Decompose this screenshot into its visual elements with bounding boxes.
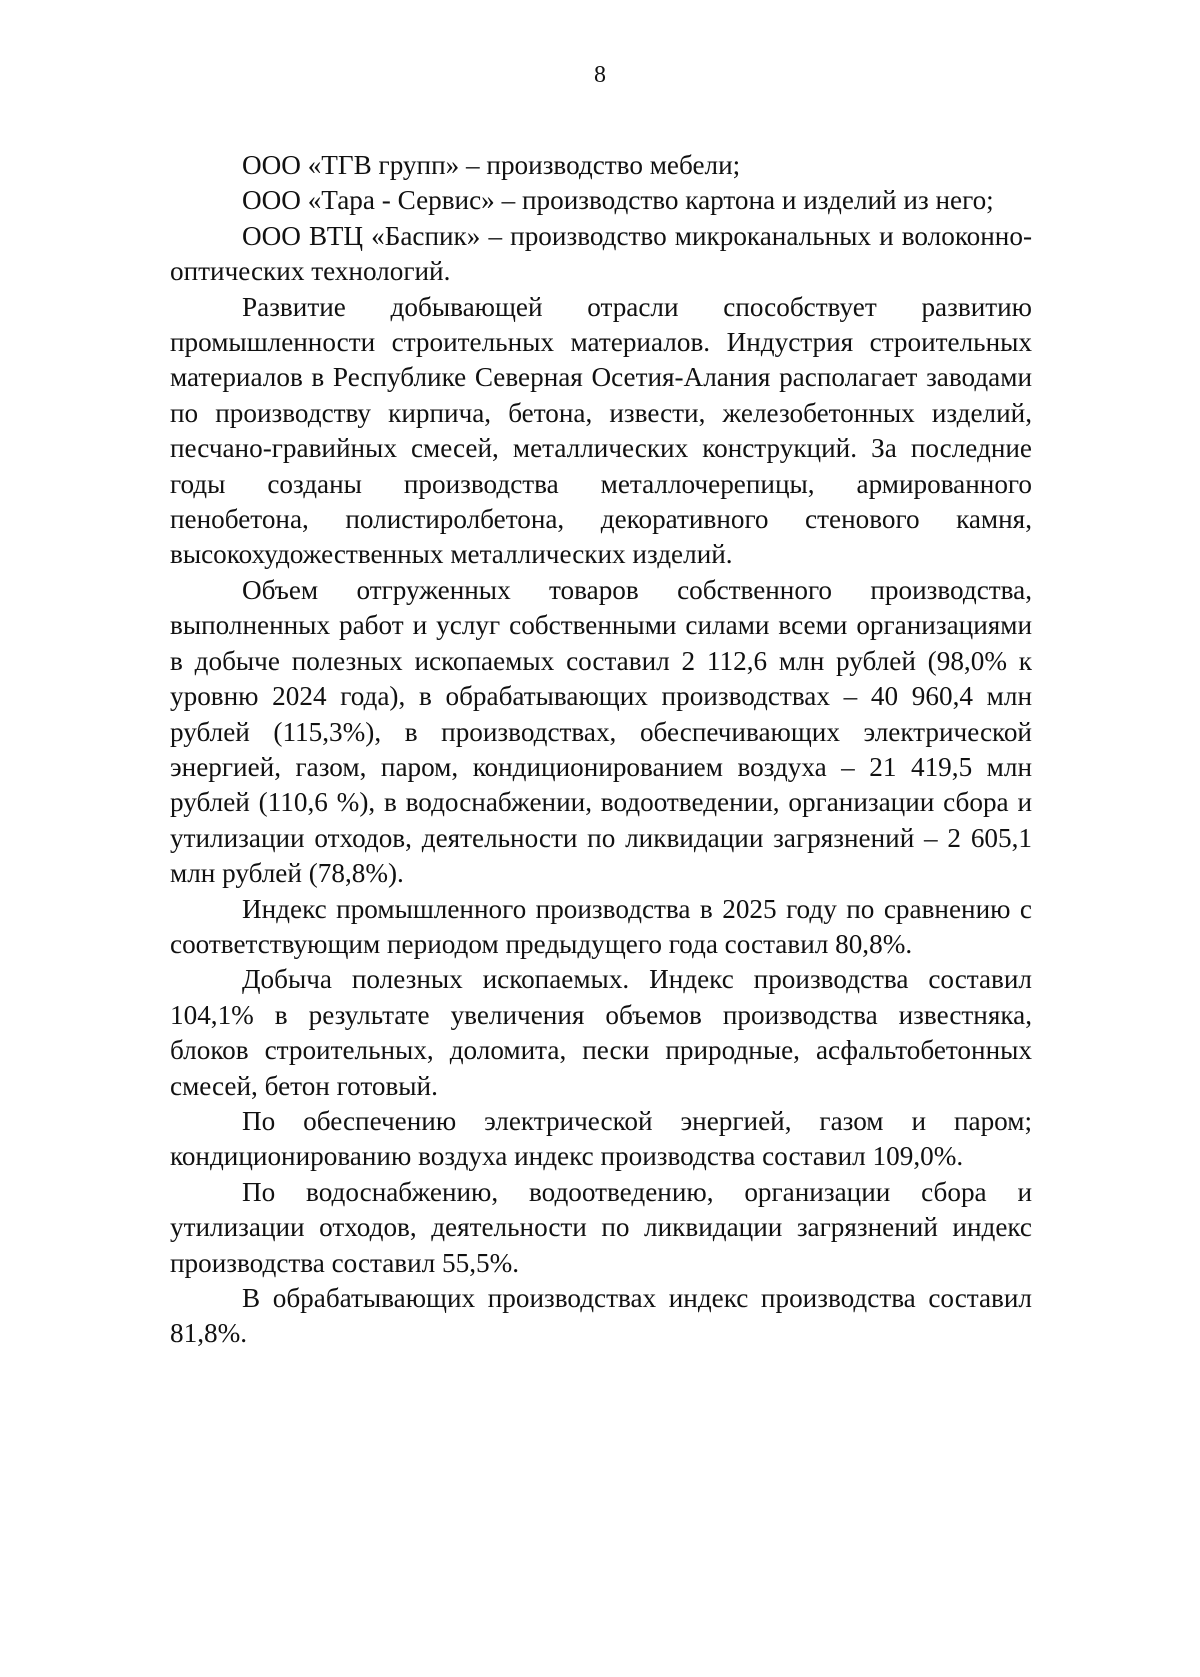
paragraph-electric-energy: По обеспечению электрической энергией, газом и паром; кондиционированию воздуха индекс производства составил 109,0%.	[170, 1105, 1032, 1172]
paragraph-industrial-production-index: Индекс промышленного производства в 2025 году по сравнению с соответствующим периодом предыдущего года составил 80,8%.	[170, 893, 1032, 959]
paragraph-water-supply: По водоснабжению, водоотведению, организации сбора и утилизации отходов, деятельности по ликвидации загрязнений индекс производства составил 55,5%.	[170, 1176, 1032, 1278]
list-item-vtc-baspik: ООО ВТЦ «Баспик» – производство микроканальных и волоконно-оптических технологий.	[170, 220, 1032, 287]
paragraph-manufacturing: В обрабатывающих производствах индекс производства составил 81,8%.	[170, 1283, 1032, 1349]
paragraph-building-materials: Развитие добывающей отрасли способствует развитию промышленности строительных материалов. Индустрия строительных материалов в Республике Северная Осетия-Алания располагает заводами по производству кирпича, бетона, извести, железобетонных изделий, песчано-гравийных смесей, металлических конструкций. За последние годы созданы производства металлочерепицы, армированного пенобетона, полистиролбетона, декоративного стенового камня, высокохудожественных металлических изделий.	[170, 291, 1032, 570]
list-item-tara-service: ООО «Тара - Сервис» – производство картона и изделий из него;	[242, 185, 994, 216]
page-number: 8	[594, 62, 606, 88]
list-item-tgv-group: ООО «ТГВ групп» – производство мебели;	[242, 150, 741, 180]
document-body	[170, 148, 1032, 1352]
paragraph-mining: Добыча полезных ископаемых. Индекс производства составил 104,1% в результате увеличения объемов производства известняка, блоков строительных, доломита, пески природные, асфальтобетонных смесей, бетон готовый.	[170, 964, 1032, 1101]
paragraph-shipped-goods-volume: Объем отгруженных товаров собственного производства, выполненных работ и услуг собственными силами всеми организациями в добыче полезных ископаемых составил 2 112,6 млн рублей (98,0% к уровню 2024 года), в обрабатывающих производствах – 40 960,4 млн рублей (115,3%), в производствах, обеспечивающих электрической энергией, газом, паром, кондиционированием воздуха – 21 419,5 млн рублей (110,6 %), в водоснабжении, водоотведении, организации сбора и утилизации отходов, деятельности по ликвидации загрязнений – 2 605,1 млн рублей (78,8%).	[170, 574, 1032, 889]
